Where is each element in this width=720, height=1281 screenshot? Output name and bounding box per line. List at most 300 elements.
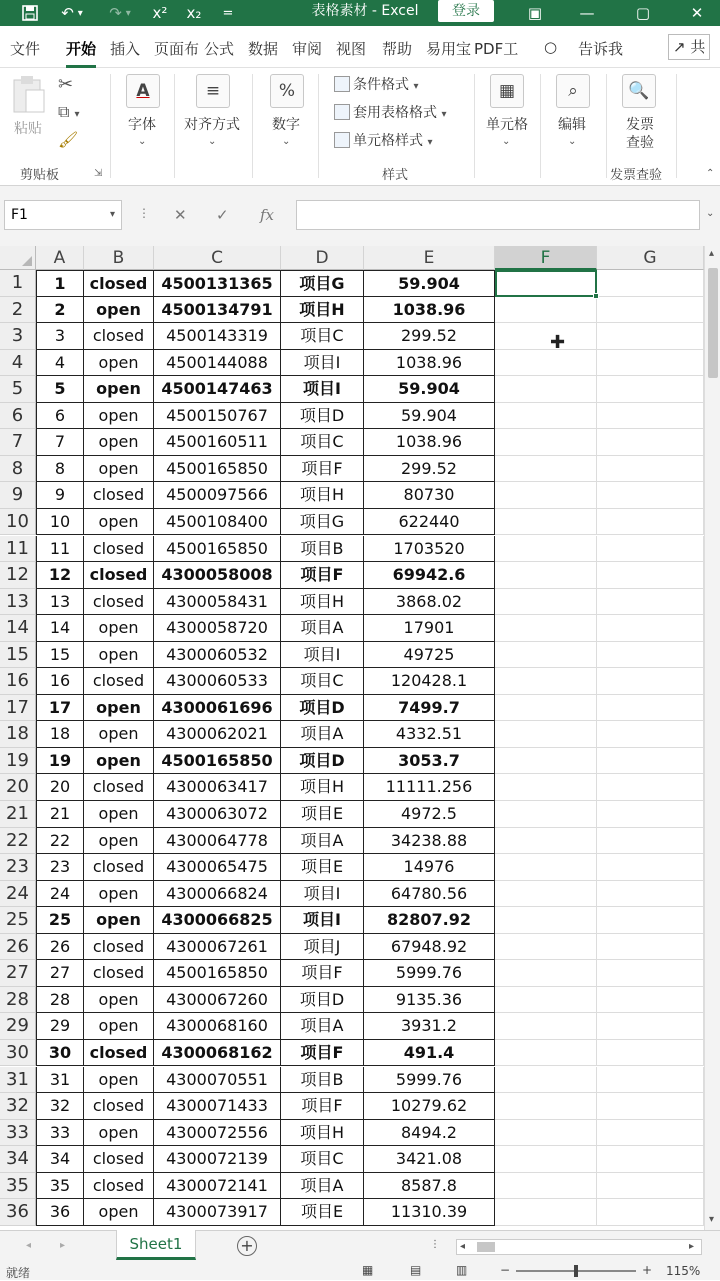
add-sheet-icon[interactable]: + [237, 1236, 257, 1256]
copy-icon[interactable]: ⧉ ▾ [58, 102, 80, 121]
cell-f[interactable] [495, 1013, 597, 1040]
font-icon[interactable]: A [126, 74, 160, 108]
cell-e[interactable]: 3053.7 [364, 748, 495, 775]
row-header[interactable]: 34 [0, 1146, 36, 1173]
cell-c[interactable]: 4500134791 [154, 297, 281, 324]
cell-a[interactable]: 32 [36, 1093, 84, 1120]
row-header[interactable]: 3 [0, 323, 36, 350]
row-header[interactable]: 14 [0, 615, 36, 642]
cell-g[interactable] [597, 934, 704, 961]
cell-f[interactable] [495, 456, 597, 483]
cell-e[interactable]: 1703520 [364, 536, 495, 563]
share-button[interactable] [668, 34, 710, 60]
cell-c[interactable]: 4300066824 [154, 881, 281, 908]
cell-g[interactable] [597, 1093, 704, 1120]
cell-e[interactable]: 299.52 [364, 456, 495, 483]
cell-c[interactable]: 4300072556 [154, 1120, 281, 1147]
cell-d[interactable]: 项目C [281, 323, 364, 350]
cell-e[interactable]: 299.52 [364, 323, 495, 350]
close-button[interactable]: ✕ [690, 4, 704, 22]
cell-e[interactable]: 491.4 [364, 1040, 495, 1067]
cell-b[interactable]: open [84, 429, 154, 456]
cell-a[interactable]: 21 [36, 801, 84, 828]
cell-c[interactable]: 4500165850 [154, 536, 281, 563]
cell-f[interactable] [495, 748, 597, 775]
cell-g[interactable] [597, 456, 704, 483]
cell-a[interactable]: 10 [36, 509, 84, 536]
row-header[interactable]: 18 [0, 721, 36, 748]
tab-data[interactable]: 数据 [248, 40, 279, 58]
row-header[interactable]: 21 [0, 801, 36, 828]
cell-g[interactable] [597, 536, 704, 563]
cell-a[interactable]: 19 [36, 748, 84, 775]
cell-a[interactable]: 11 [36, 536, 84, 563]
scroll-down-icon[interactable]: ▾ [709, 1214, 715, 1225]
cell-a[interactable]: 22 [36, 828, 84, 855]
cell-f[interactable] [495, 297, 597, 324]
tab-review[interactable]: 审阅 [292, 40, 323, 58]
row-header[interactable]: 16 [0, 668, 36, 695]
cell-g[interactable] [597, 907, 704, 934]
cell-f[interactable] [495, 695, 597, 722]
cell-e[interactable]: 1038.96 [364, 429, 495, 456]
cell-e[interactable]: 59.904 [364, 403, 495, 430]
cell-f[interactable] [495, 1040, 597, 1067]
cell-a[interactable]: 31 [36, 1067, 84, 1094]
invoice-check-icon[interactable]: 🔍 [622, 74, 656, 108]
minimize-button[interactable]: — [579, 4, 595, 22]
cell-b[interactable]: open [84, 456, 154, 483]
row-header[interactable]: 25 [0, 907, 36, 934]
cell-c[interactable]: 4500131365 [154, 270, 281, 297]
cell-d[interactable]: 项目H [281, 1120, 364, 1147]
cell-a[interactable]: 25 [36, 907, 84, 934]
cell-d[interactable]: 项目H [281, 589, 364, 616]
cell-a[interactable]: 20 [36, 774, 84, 801]
cell-b[interactable]: open [84, 403, 154, 430]
row-header[interactable]: 32 [0, 1093, 36, 1120]
invoice-label-2[interactable]: 查验 [626, 135, 654, 151]
zoom-in-icon[interactable]: + [642, 1263, 653, 1277]
cell-g[interactable] [597, 615, 704, 642]
row-header[interactable]: 1 [0, 270, 36, 297]
scroll-thumb[interactable] [708, 268, 718, 378]
active-cell-selection[interactable] [495, 270, 597, 297]
cell-e[interactable]: 10279.62 [364, 1093, 495, 1120]
cell-f[interactable] [495, 562, 597, 589]
row-header[interactable]: 35 [0, 1173, 36, 1200]
cell-c[interactable]: 4500097566 [154, 482, 281, 509]
cell-g[interactable] [597, 828, 704, 855]
cell-d[interactable]: 项目H [281, 774, 364, 801]
cell-e[interactable]: 1038.96 [364, 297, 495, 324]
cell-f[interactable] [495, 509, 597, 536]
cell-f[interactable] [495, 721, 597, 748]
percent-icon[interactable]: % [270, 74, 304, 108]
row-header[interactable]: 5 [0, 376, 36, 403]
cell-d[interactable]: 项目D [281, 403, 364, 430]
row-header[interactable]: 33 [0, 1120, 36, 1147]
vertical-scrollbar[interactable] [704, 246, 720, 1230]
cell-b[interactable]: open [84, 509, 154, 536]
cell-d[interactable]: 项目A [281, 615, 364, 642]
cell-f[interactable] [495, 1067, 597, 1094]
cell-a[interactable]: 14 [36, 615, 84, 642]
cell-a[interactable]: 7 [36, 429, 84, 456]
cell-d[interactable]: 项目I [281, 350, 364, 377]
scroll-thumb[interactable] [477, 1242, 495, 1252]
cell-f[interactable] [495, 907, 597, 934]
save-icon[interactable] [18, 0, 42, 26]
align-icon[interactable]: ≡ [196, 74, 230, 108]
cell-b[interactable]: open [84, 297, 154, 324]
tab-view[interactable]: 视图 [336, 40, 367, 58]
cell-f[interactable] [495, 828, 597, 855]
cell-e[interactable]: 59.904 [364, 376, 495, 403]
row-header[interactable]: 8 [0, 456, 36, 483]
search-icon[interactable]: ⌕ [556, 74, 590, 108]
cell-b[interactable]: closed [84, 1146, 154, 1173]
format-painter-icon[interactable]: 🖌 [58, 130, 79, 149]
cell-g[interactable] [597, 1013, 704, 1040]
cell-c[interactable]: 4300058008 [154, 562, 281, 589]
cell-c[interactable]: 4500150767 [154, 403, 281, 430]
cell-f[interactable] [495, 960, 597, 987]
cell-g[interactable] [597, 323, 704, 350]
cell-a[interactable]: 5 [36, 376, 84, 403]
cell-b[interactable]: closed [84, 854, 154, 881]
cell-g[interactable] [597, 429, 704, 456]
cell-d[interactable]: 项目A [281, 828, 364, 855]
conditional-format-button[interactable]: 条件格式 ▾ [334, 74, 418, 94]
cell-b[interactable]: closed [84, 960, 154, 987]
row-header[interactable]: 4 [0, 350, 36, 377]
cell-a[interactable]: 2 [36, 297, 84, 324]
cell-e[interactable]: 3868.02 [364, 589, 495, 616]
cell-c[interactable]: 4500144088 [154, 350, 281, 377]
cell-d[interactable]: 项目I [281, 907, 364, 934]
cell-c[interactable]: 4500165850 [154, 456, 281, 483]
row-header[interactable]: 20 [0, 774, 36, 801]
sheet-tab-sheet1[interactable]: Sheet1 [116, 1230, 196, 1260]
cell-c[interactable]: 4300067261 [154, 934, 281, 961]
cell-d[interactable]: 项目F [281, 562, 364, 589]
cell-c[interactable]: 4300065475 [154, 854, 281, 881]
cell-d[interactable]: 项目B [281, 536, 364, 563]
cell-c[interactable]: 4300072139 [154, 1146, 281, 1173]
cell-g[interactable] [597, 270, 704, 297]
zoom-slider-thumb[interactable] [574, 1265, 578, 1277]
zoom-level[interactable]: 115% [666, 1264, 701, 1278]
cell-c[interactable]: 4300063417 [154, 774, 281, 801]
cell-f[interactable] [495, 934, 597, 961]
row-header[interactable]: 2 [0, 297, 36, 324]
tab-file[interactable]: 文件 [10, 40, 41, 58]
cell-a[interactable]: 30 [36, 1040, 84, 1067]
cell-f[interactable] [495, 429, 597, 456]
cell-f[interactable] [495, 1173, 597, 1200]
column-header-a[interactable]: A [36, 246, 84, 270]
cell-a[interactable]: 24 [36, 881, 84, 908]
cell-g[interactable] [597, 854, 704, 881]
cell-d[interactable]: 项目A [281, 721, 364, 748]
prev-sheet-icon[interactable]: ◂ [26, 1240, 32, 1251]
cell-g[interactable] [597, 1067, 704, 1094]
cell-e[interactable]: 9135.36 [364, 987, 495, 1014]
cell-f[interactable] [495, 854, 597, 881]
cell-f[interactable] [495, 881, 597, 908]
cell-g[interactable] [597, 668, 704, 695]
cell-b[interactable]: open [84, 1120, 154, 1147]
column-header-f[interactable]: F [495, 246, 597, 270]
name-box[interactable]: F1 ▾ [4, 200, 122, 230]
cell-a[interactable]: 33 [36, 1120, 84, 1147]
cell-b[interactable]: open [84, 721, 154, 748]
cell-b[interactable]: open [84, 615, 154, 642]
cell-c[interactable]: 4500147463 [154, 376, 281, 403]
cell-b[interactable]: open [84, 907, 154, 934]
scroll-right-icon[interactable]: ▸ [689, 1241, 695, 1252]
cell-f[interactable] [495, 642, 597, 669]
cell-e[interactable]: 1038.96 [364, 350, 495, 377]
cell-g[interactable] [597, 695, 704, 722]
column-header-b[interactable]: B [84, 246, 154, 270]
cell-e[interactable]: 3931.2 [364, 1013, 495, 1040]
cell-c[interactable]: 4500165850 [154, 748, 281, 775]
cell-g[interactable] [597, 589, 704, 616]
cell-c[interactable]: 4300063072 [154, 801, 281, 828]
subscript-button[interactable]: x₂ [186, 4, 202, 22]
cell-a[interactable]: 35 [36, 1173, 84, 1200]
cell-a[interactable]: 1 [36, 270, 84, 297]
cell-g[interactable] [597, 960, 704, 987]
cell-e[interactable]: 5999.76 [364, 1067, 495, 1094]
cell-e[interactable]: 622440 [364, 509, 495, 536]
ribbon-display-options-icon[interactable]: ▣ [527, 4, 543, 22]
redo-button[interactable]: ↷ ▾ [109, 4, 131, 22]
page-layout-icon[interactable]: ▤ [410, 1263, 422, 1277]
cell-e[interactable]: 59.904 [364, 270, 495, 297]
cell-b[interactable]: closed [84, 668, 154, 695]
cell-g[interactable] [597, 1199, 704, 1226]
table-format-button[interactable]: 套用表格格式 ▾ [334, 102, 446, 122]
cell-c[interactable]: 4300064778 [154, 828, 281, 855]
cell-f[interactable] [495, 1093, 597, 1120]
cell-c[interactable]: 4300058720 [154, 615, 281, 642]
paste-button[interactable] [10, 74, 50, 144]
tab-home[interactable]: 开始 [66, 40, 97, 58]
dialog-launcher-icon[interactable]: ⇲ [94, 168, 103, 179]
cell-e[interactable]: 49725 [364, 642, 495, 669]
cell-f[interactable] [495, 376, 597, 403]
cell-e[interactable]: 80730 [364, 482, 495, 509]
cell-g[interactable] [597, 1120, 704, 1147]
row-header[interactable]: 29 [0, 1013, 36, 1040]
cell-e[interactable]: 82807.92 [364, 907, 495, 934]
cell-d[interactable]: 项目G [281, 270, 364, 297]
cell-f[interactable] [495, 1120, 597, 1147]
cell-a[interactable]: 17 [36, 695, 84, 722]
cell-e[interactable]: 69942.6 [364, 562, 495, 589]
row-header[interactable]: 11 [0, 536, 36, 563]
cell-c[interactable]: 4500143319 [154, 323, 281, 350]
row-header[interactable]: 28 [0, 987, 36, 1014]
cell-d[interactable]: 项目I [281, 881, 364, 908]
undo-button[interactable]: ↶ ▾ [61, 4, 83, 22]
tab-insert[interactable]: 插入 [110, 40, 141, 58]
column-header-e[interactable]: E [364, 246, 495, 270]
cell-d[interactable]: 项目I [281, 376, 364, 403]
row-header[interactable]: 26 [0, 934, 36, 961]
cell-a[interactable]: 15 [36, 642, 84, 669]
cell-d[interactable]: 项目C [281, 668, 364, 695]
cell-b[interactable]: open [84, 987, 154, 1014]
cut-icon[interactable]: ✂ [58, 74, 74, 95]
cell-g[interactable] [597, 376, 704, 403]
cell-a[interactable]: 23 [36, 854, 84, 881]
cell-b[interactable]: open [84, 1067, 154, 1094]
cell-a[interactable]: 13 [36, 589, 84, 616]
cell-a[interactable]: 29 [36, 1013, 84, 1040]
cell-e[interactable]: 4332.51 [364, 721, 495, 748]
cell-e[interactable]: 8587.8 [364, 1173, 495, 1200]
normal-view-icon[interactable]: ▦ [362, 1263, 374, 1277]
cell-g[interactable] [597, 350, 704, 377]
cell-d[interactable]: 项目E [281, 1199, 364, 1226]
cell-e[interactable]: 8494.2 [364, 1120, 495, 1147]
cell-a[interactable]: 12 [36, 562, 84, 589]
cell-style-button[interactable]: 单元格样式 ▾ [334, 130, 432, 150]
cell-c[interactable]: 4500160511 [154, 429, 281, 456]
row-header[interactable]: 24 [0, 881, 36, 908]
cell-f[interactable] [495, 350, 597, 377]
cell-a[interactable]: 9 [36, 482, 84, 509]
cell-a[interactable]: 8 [36, 456, 84, 483]
cell-g[interactable] [597, 562, 704, 589]
cell-f[interactable] [495, 801, 597, 828]
cell-d[interactable]: 项目A [281, 1173, 364, 1200]
cell-b[interactable]: open [84, 376, 154, 403]
cell-b[interactable]: closed [84, 774, 154, 801]
cell-b[interactable]: open [84, 642, 154, 669]
cell-g[interactable] [597, 801, 704, 828]
cell-e[interactable]: 5999.76 [364, 960, 495, 987]
cell-b[interactable]: open [84, 828, 154, 855]
customize-toolbar-button[interactable]: = [222, 5, 234, 21]
cell-d[interactable]: 项目B [281, 1067, 364, 1094]
select-all-button[interactable] [0, 246, 36, 270]
cell-d[interactable]: 项目D [281, 748, 364, 775]
cell-b[interactable]: closed [84, 589, 154, 616]
cell-c[interactable]: 4300073917 [154, 1199, 281, 1226]
cell-f[interactable] [495, 323, 597, 350]
cell-g[interactable] [597, 1173, 704, 1200]
cell-c[interactable]: 4500165850 [154, 960, 281, 987]
cell-f[interactable] [495, 668, 597, 695]
cell-b[interactable]: closed [84, 1040, 154, 1067]
cell-a[interactable]: 36 [36, 1199, 84, 1226]
collapse-ribbon-icon[interactable]: ⌃ [706, 168, 715, 179]
cell-d[interactable]: 项目F [281, 960, 364, 987]
cell-a[interactable]: 3 [36, 323, 84, 350]
row-header[interactable]: 9 [0, 482, 36, 509]
cell-g[interactable] [597, 1040, 704, 1067]
expand-formula-icon[interactable]: ⌄ [706, 208, 715, 219]
cell-b[interactable]: open [84, 1013, 154, 1040]
cell-g[interactable] [597, 403, 704, 430]
cell-e[interactable]: 11111.256 [364, 774, 495, 801]
cell-e[interactable]: 67948.92 [364, 934, 495, 961]
cell-g[interactable] [597, 1146, 704, 1173]
cell-g[interactable] [597, 774, 704, 801]
font-label[interactable]: 字体 [128, 117, 156, 133]
cell-b[interactable]: open [84, 1199, 154, 1226]
invoice-label-1[interactable]: 发票 [626, 117, 654, 133]
tab-formulas[interactable]: 公式 [204, 40, 235, 58]
column-header-c[interactable]: C [154, 246, 281, 270]
cell-d[interactable]: 项目D [281, 695, 364, 722]
cell-f[interactable] [495, 1199, 597, 1226]
cell-e[interactable]: 120428.1 [364, 668, 495, 695]
cell-e[interactable]: 7499.7 [364, 695, 495, 722]
row-header[interactable]: 30 [0, 1040, 36, 1067]
cell-a[interactable]: 28 [36, 987, 84, 1014]
row-header[interactable]: 10 [0, 509, 36, 536]
page-break-icon[interactable]: ▥ [456, 1263, 468, 1277]
cell-c[interactable]: 4300068162 [154, 1040, 281, 1067]
cell-g[interactable] [597, 482, 704, 509]
cell-c[interactable]: 4500108400 [154, 509, 281, 536]
row-header[interactable]: 15 [0, 642, 36, 669]
cell-d[interactable]: 项目H [281, 297, 364, 324]
cell-a[interactable]: 26 [36, 934, 84, 961]
cell-g[interactable] [597, 881, 704, 908]
cell-d[interactable]: 项目D [281, 987, 364, 1014]
cell-e[interactable]: 14976 [364, 854, 495, 881]
cell-a[interactable]: 18 [36, 721, 84, 748]
row-header[interactable]: 17 [0, 695, 36, 722]
cell-f[interactable] [495, 589, 597, 616]
cell-b[interactable]: open [84, 801, 154, 828]
cell-c[interactable]: 4300072141 [154, 1173, 281, 1200]
next-sheet-icon[interactable]: ▸ [60, 1240, 66, 1251]
cancel-icon[interactable]: ✕ [174, 206, 187, 224]
cell-g[interactable] [597, 987, 704, 1014]
cell-c[interactable]: 4300060532 [154, 642, 281, 669]
number-label[interactable]: 数字 [272, 117, 300, 133]
column-header-g[interactable]: G [597, 246, 704, 270]
row-header[interactable]: 6 [0, 403, 36, 430]
cell-g[interactable] [597, 509, 704, 536]
column-header-d[interactable]: D [281, 246, 364, 270]
insert-function-icon[interactable]: fx [260, 206, 275, 224]
login-button[interactable]: 登录 [438, 0, 494, 22]
cell-c[interactable]: 4300060533 [154, 668, 281, 695]
cell-b[interactable]: open [84, 350, 154, 377]
tell-me-search[interactable]: 告诉我 [578, 40, 624, 58]
cell-c[interactable]: 4300058431 [154, 589, 281, 616]
tab-page-layout[interactable]: 页面布 [154, 40, 200, 58]
scroll-up-icon[interactable]: ▴ [709, 248, 715, 259]
cell-d[interactable]: 项目C [281, 1146, 364, 1173]
cell-f[interactable] [495, 403, 597, 430]
tab-pdf[interactable]: PDF工 [474, 40, 519, 58]
cell-e[interactable]: 4972.5 [364, 801, 495, 828]
cell-g[interactable] [597, 642, 704, 669]
cell-e[interactable]: 3421.08 [364, 1146, 495, 1173]
cell-a[interactable]: 4 [36, 350, 84, 377]
cells-icon[interactable]: ▦ [490, 74, 524, 108]
